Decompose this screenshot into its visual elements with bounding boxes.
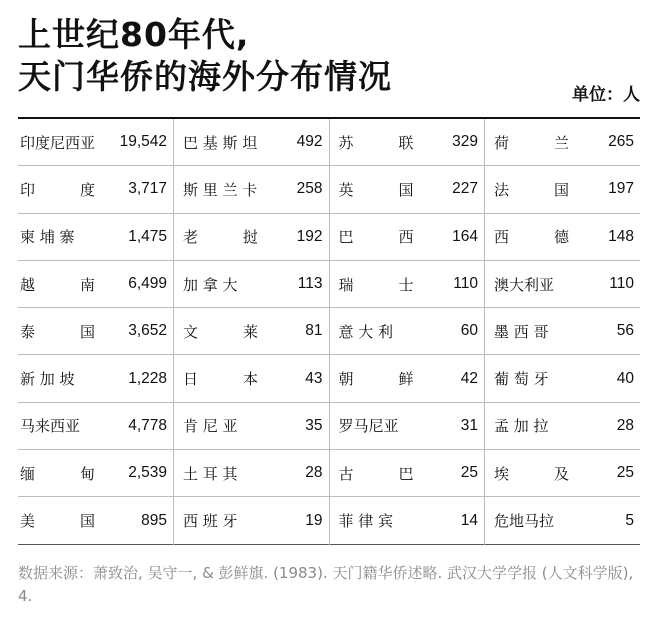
- cell-content: [18, 368, 173, 389]
- country-name: 西 德: [494, 228, 570, 247]
- table-row: [18, 166, 640, 213]
- table-cell: [329, 213, 485, 260]
- cell-content: [174, 226, 329, 247]
- country-name: 巴 基 斯 坦: [183, 133, 258, 152]
- population-count: 43: [305, 369, 323, 387]
- population-count: 895: [141, 511, 167, 529]
- country-name: 荷 兰: [494, 133, 570, 152]
- distribution-table: [18, 117, 640, 545]
- table-row: [18, 118, 640, 166]
- cell-content: [485, 415, 640, 436]
- table-cell: [329, 497, 485, 544]
- cell-content: [174, 179, 329, 200]
- cell-content: [174, 415, 329, 436]
- population-count: 56: [616, 322, 634, 340]
- table-body: [18, 118, 640, 544]
- cell-content: [485, 132, 640, 153]
- country-name: 危地马拉: [494, 512, 555, 531]
- table-cell: [485, 402, 641, 449]
- cell-content: [330, 179, 485, 200]
- population-count: 4,778: [128, 416, 167, 434]
- country-name: 朝 鲜: [338, 370, 414, 389]
- country-name: 土 耳 其: [183, 464, 238, 483]
- cell-content: [330, 321, 485, 342]
- table-cell: [18, 213, 174, 260]
- population-count: 31: [460, 416, 478, 434]
- population-count: 28: [305, 464, 323, 482]
- table-cell: [485, 450, 641, 497]
- cell-content: [18, 274, 173, 295]
- cell-content: [174, 463, 329, 484]
- table-cell: [485, 308, 641, 355]
- table-cell: [329, 118, 485, 166]
- population-count: 197: [608, 180, 634, 198]
- population-count: 81: [305, 322, 323, 340]
- country-name: 西 班 牙: [183, 512, 238, 531]
- country-name: 葡 萄 牙: [494, 370, 549, 389]
- table-cell: [18, 260, 174, 307]
- country-name: 老 挝: [183, 228, 259, 247]
- country-name: 瑞 士: [338, 275, 414, 294]
- population-count: 60: [460, 322, 478, 340]
- cell-content: [330, 132, 485, 153]
- table-row: [18, 308, 640, 355]
- population-count: 28: [616, 416, 634, 434]
- table-cell: [174, 213, 330, 260]
- population-count: 1,475: [128, 227, 167, 245]
- table-cell: [485, 213, 641, 260]
- country-name: 新 加 坡: [20, 370, 75, 389]
- table-cell: [174, 355, 330, 402]
- country-name: 意 大 利: [338, 322, 394, 341]
- cell-content: [330, 274, 485, 295]
- cell-content: [18, 321, 173, 342]
- population-count: 19: [305, 511, 323, 529]
- table-cell: [174, 260, 330, 307]
- country-name: 墨 西 哥: [494, 322, 549, 341]
- country-name: 日 本: [183, 370, 259, 389]
- population-count: 3,717: [128, 180, 167, 198]
- title-line-1: 上世纪80年代,: [18, 15, 250, 54]
- cell-content: [330, 368, 485, 389]
- country-name: 肯 尼 亚: [183, 417, 238, 436]
- page-title: [18, 14, 392, 98]
- population-count: 25: [460, 464, 478, 482]
- cell-content: [174, 132, 329, 153]
- cell-content: [18, 226, 173, 247]
- cell-content: [174, 321, 329, 342]
- population-count: 192: [296, 227, 323, 245]
- table-cell: [329, 402, 485, 449]
- title-line-2: 天门华侨的海外分布情况: [18, 57, 392, 96]
- country-name: 英 国: [338, 180, 414, 199]
- population-count: 40: [616, 369, 634, 387]
- table-cell: [329, 260, 485, 307]
- country-name: 印 度: [20, 180, 96, 199]
- country-name: 巴 西: [338, 228, 414, 247]
- cell-content: [485, 510, 640, 531]
- table-cell: [18, 402, 174, 449]
- table-row: [18, 355, 640, 402]
- unit-label: 单位：人: [572, 85, 640, 105]
- country-name: 印度尼西亚: [20, 133, 96, 152]
- country-name: 文 莱: [183, 322, 259, 341]
- country-name: 澳大利亚: [494, 275, 555, 294]
- population-count: 42: [460, 369, 478, 387]
- cell-content: [330, 226, 485, 247]
- cell-content: [330, 415, 485, 436]
- country-name: 加 拿 大: [183, 275, 238, 294]
- cell-content: [485, 368, 640, 389]
- population-count: 265: [608, 133, 634, 151]
- table-cell: [174, 450, 330, 497]
- cell-content: [18, 179, 173, 200]
- cell-content: [330, 510, 485, 531]
- cell-content: [18, 463, 173, 484]
- table-cell: [174, 308, 330, 355]
- table-row: [18, 497, 640, 544]
- country-name: 柬 埔 寨: [20, 228, 75, 247]
- cell-content: [18, 415, 173, 436]
- population-count: 5: [625, 511, 634, 529]
- population-count: 1,228: [128, 369, 167, 387]
- table-cell: [174, 166, 330, 213]
- cell-content: [485, 321, 640, 342]
- table-cell: [329, 166, 485, 213]
- country-name: 埃 及: [494, 464, 570, 483]
- table-cell: [18, 497, 174, 544]
- cell-content: [174, 510, 329, 531]
- cell-content: [174, 274, 329, 295]
- table-cell: [18, 308, 174, 355]
- population-count: 110: [609, 275, 634, 293]
- population-count: 329: [452, 133, 478, 151]
- table-row: [18, 260, 640, 307]
- cell-content: [485, 274, 640, 295]
- table-cell: [329, 450, 485, 497]
- country-name: 越 南: [20, 275, 96, 294]
- table-cell: [18, 118, 174, 166]
- country-name: 斯 里 兰 卡: [183, 180, 258, 199]
- population-count: 492: [296, 133, 323, 151]
- table-cell: [485, 166, 641, 213]
- cell-content: [18, 132, 173, 153]
- cell-content: [174, 368, 329, 389]
- population-count: 35: [305, 416, 323, 434]
- country-name: 马来西亚: [20, 417, 81, 436]
- cell-content: [330, 463, 485, 484]
- table-cell: [18, 450, 174, 497]
- population-count: 2,539: [128, 464, 167, 482]
- table-row: [18, 402, 640, 449]
- population-count: 14: [460, 511, 478, 529]
- population-count: 164: [452, 227, 478, 245]
- table-cell: [485, 355, 641, 402]
- table-cell: [18, 166, 174, 213]
- table-cell: [485, 118, 641, 166]
- population-count: 110: [453, 275, 478, 293]
- table-row: [18, 213, 640, 260]
- country-name: 古 巴: [338, 464, 414, 483]
- table-cell: [174, 402, 330, 449]
- population-count: 3,652: [128, 322, 167, 340]
- population-count: 148: [608, 227, 634, 245]
- table-row: [18, 450, 640, 497]
- cell-content: [485, 463, 640, 484]
- population-count: 6,499: [128, 275, 167, 293]
- population-count: 113: [297, 275, 323, 293]
- population-count: 19,542: [119, 133, 167, 151]
- table-cell: [329, 355, 485, 402]
- population-count: 258: [296, 180, 323, 198]
- country-name: 泰 国: [20, 322, 96, 341]
- table-cell: [18, 355, 174, 402]
- country-name: 美 国: [20, 512, 96, 531]
- source-note: 数据来源：萧致治, 吴守一, & 彭鲜旗. (1983). 天门籍华侨述略. 武汉大学学报 (人文科学版), 4.: [18, 564, 634, 605]
- table-cell: [485, 497, 641, 544]
- population-count: 25: [616, 464, 634, 482]
- country-name: 苏 联: [338, 133, 414, 152]
- cell-content: [18, 510, 173, 531]
- country-name: 缅 甸: [20, 464, 96, 483]
- population-count: 227: [452, 180, 478, 198]
- table-cell: [174, 118, 330, 166]
- country-name: 菲 律 宾: [338, 512, 394, 531]
- table-cell: [329, 308, 485, 355]
- country-name: 孟 加 拉: [494, 417, 549, 436]
- table-cell: [174, 497, 330, 544]
- table-cell: [485, 260, 641, 307]
- cell-content: [485, 179, 640, 200]
- country-name: 罗马尼亚: [338, 417, 399, 436]
- country-name: 法 国: [494, 180, 570, 199]
- cell-content: [485, 226, 640, 247]
